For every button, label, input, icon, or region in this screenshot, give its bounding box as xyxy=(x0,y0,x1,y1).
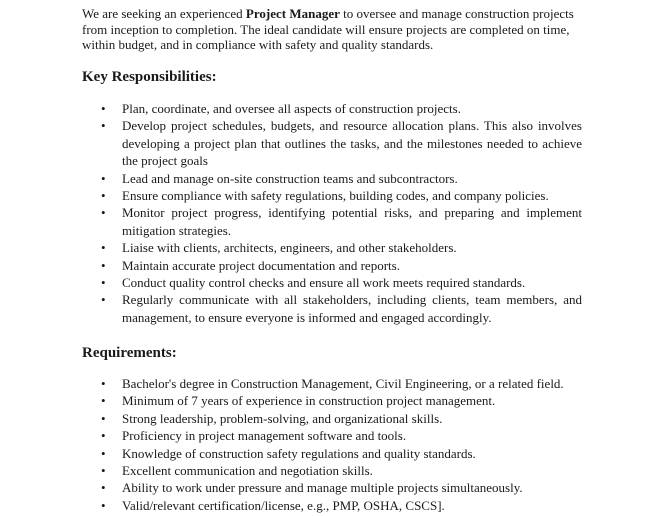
requirements-heading: Requirements: xyxy=(82,345,177,361)
responsibilities-heading: Key Responsibilities: xyxy=(82,69,217,85)
list-item: • Conduct quality control checks and ensure all work meets required standards. xyxy=(100,274,582,291)
intro-prefix: We are seeking an experienced xyxy=(82,6,246,21)
list-item: • Maintain accurate project documentation and reports. xyxy=(100,257,582,274)
list-item: • Minimum of 7 years of experience in construction project management. xyxy=(100,392,582,409)
list-item: • Ability to work under pressure and manage multiple projects simultaneously. xyxy=(100,479,582,496)
list-item: • Knowledge of construction safety regulations and quality standards. xyxy=(100,445,582,462)
list-item: • Proficiency in project management software and tools. xyxy=(100,427,582,444)
list-item: • Ensure compliance with safety regulations, building codes, and company policies. xyxy=(100,187,582,204)
responsibilities-list xyxy=(100,100,582,326)
list-item: • Excellent communication and negotiation skills. xyxy=(100,462,582,479)
list-item: • Develop project schedules, budgets, and resource allocation plans. This also involves developing a project plan that outlines the tasks, and the milestones needed to achieve the project goals xyxy=(100,117,582,169)
requirements-list xyxy=(100,375,582,514)
list-item: • Bachelor's degree in Construction Management, Civil Engineering, or a related field. xyxy=(100,375,582,392)
intro-role: Project Manager xyxy=(245,6,340,21)
list-item: • Regularly communicate with all stakeholders, including clients, team members, and management, to ensure everyone is informed and engaged accordingly. xyxy=(100,291,582,326)
list-item: • Plan, coordinate, and oversee all aspects of construction projects. xyxy=(100,100,582,117)
list-item: • Liaise with clients, architects, engineers, and other stakeholders. xyxy=(100,239,582,256)
list-item: • Monitor project progress, identifying potential risks, and preparing and implement mitigation strategies. xyxy=(100,204,582,239)
list-item: • Strong leadership, problem-solving, and organizational skills. xyxy=(100,410,582,427)
intro-paragraph xyxy=(82,6,582,53)
intro-suffix: to oversee and manage construction projects from inception to completion. The ideal candidate will ensure projects are completed on time, within budget, and in compliance with safety and quality standards. xyxy=(82,6,574,52)
list-item: • Lead and manage on-site construction teams and subcontractors. xyxy=(100,170,582,187)
list-item: • Valid/relevant certification/license, e.g., PMP, OSHA, CSCS]. xyxy=(100,497,582,514)
